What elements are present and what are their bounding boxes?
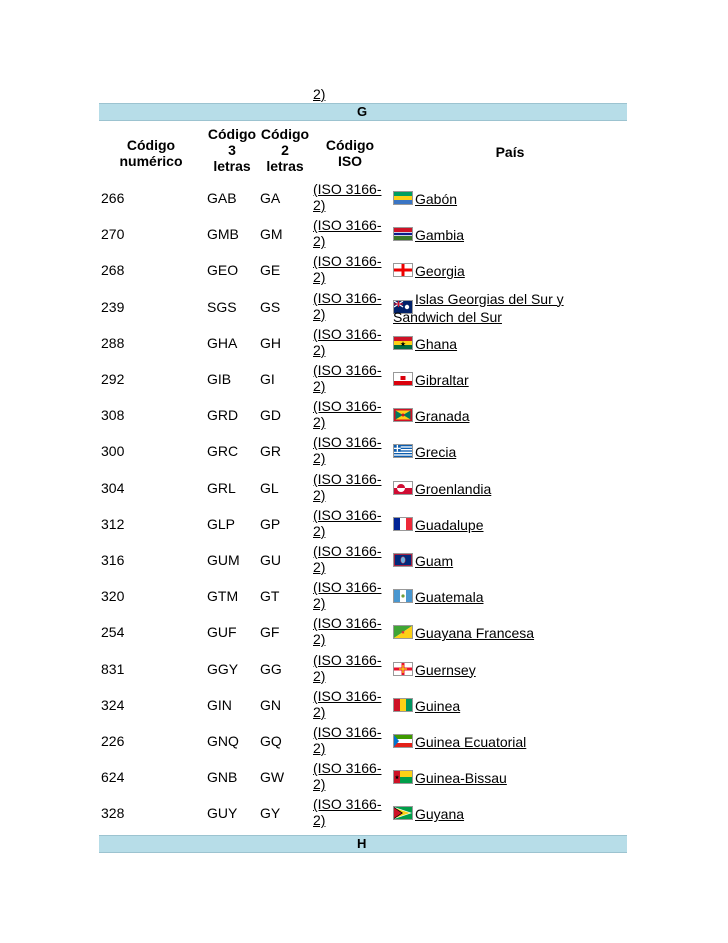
country-link[interactable]: Guatemala	[415, 589, 484, 606]
numeric-code: 624	[101, 769, 125, 786]
alpha3-code: GRC	[207, 443, 239, 460]
alpha3-code: GMB	[207, 226, 239, 243]
ghana-flag-icon	[393, 336, 413, 350]
header-numeric	[112, 137, 190, 169]
iso-code-link[interactable]	[313, 181, 393, 213]
iso-code-line2: 2)	[313, 450, 326, 467]
numeric-code: 288	[101, 334, 125, 351]
alpha2-code: GI	[260, 371, 275, 387]
guernsey-flag-icon	[393, 662, 413, 676]
iso-code-line2: 2)	[313, 414, 326, 431]
country-link[interactable]: Guinea-Bissau	[415, 770, 507, 787]
country-link[interactable]: Groenlandia	[415, 480, 492, 497]
iso-code-link[interactable]	[313, 362, 393, 394]
country-link[interactable]: Granada	[415, 408, 470, 425]
guatemala-flag-icon	[393, 589, 413, 603]
iso-code-line1: (ISO 3166-	[313, 724, 382, 740]
section-band-g	[99, 103, 627, 121]
iso-code-link[interactable]	[313, 471, 393, 503]
iso-code-line2: 2)	[313, 305, 326, 322]
alpha3-code: GRL	[207, 479, 236, 496]
alpha2-code: GE	[260, 262, 281, 279]
iso-code-line2: 2)	[313, 631, 326, 648]
iso-code-link[interactable]	[313, 724, 393, 756]
iso-code-line2: 2)	[313, 667, 326, 684]
iso-code-line2: 2)	[313, 703, 326, 720]
guam-flag-icon	[393, 553, 413, 567]
iso-code-line2: 2)	[313, 776, 326, 793]
country-link[interactable]: Guernsey	[415, 661, 476, 678]
iso-code-link[interactable]	[313, 796, 393, 828]
iso-fragment-top[interactable]: 2)	[313, 86, 326, 102]
table-row	[0, 507, 728, 543]
section-letter-g: G	[357, 104, 368, 119]
table-row	[0, 181, 728, 217]
alpha3-code: GNQ	[207, 733, 239, 749]
numeric-code: 328	[101, 805, 125, 822]
iso-code-line1: (ISO 3166-	[313, 217, 382, 234]
header-iso	[318, 137, 382, 169]
numeric-code: 292	[101, 371, 125, 387]
iso-code-line1: (ISO 3166-	[313, 579, 382, 596]
table-row	[0, 290, 728, 326]
table-row	[0, 326, 728, 362]
table-row	[0, 652, 728, 688]
table-row	[0, 796, 728, 832]
guadeloupe-flag-icon	[393, 517, 413, 531]
alpha3-code: GEO	[207, 262, 239, 279]
alpha2-code: GD	[260, 407, 281, 424]
iso-code-link[interactable]	[313, 326, 393, 358]
country-link[interactable]: Guinea Ecuatorial	[415, 734, 527, 750]
alpha3-code: GRD	[207, 407, 239, 424]
alpha3-code: GNB	[207, 769, 238, 786]
country-link[interactable]: Guayana Francesa	[415, 625, 535, 642]
table-row	[0, 579, 728, 615]
guinea-bissau-flag-icon	[393, 770, 413, 784]
numeric-code: 226	[101, 733, 125, 749]
header-alpha2-l3: letras	[266, 158, 304, 174]
country-link[interactable]: Guinea	[415, 697, 461, 714]
country-link[interactable]: Gabón	[415, 191, 458, 207]
alpha2-code: GT	[260, 588, 280, 605]
header-iso-l2: ISO	[337, 153, 363, 169]
section-letter-h: H	[357, 836, 367, 851]
alpha2-code: GU	[260, 552, 281, 568]
header-alpha2-l1: Código	[260, 126, 310, 142]
alpha2-code: GR	[260, 443, 281, 460]
header-alpha3-l2: 3	[228, 142, 236, 158]
alpha2-code: GM	[260, 226, 283, 243]
alpha2-code: GW	[260, 769, 285, 786]
iso-code-line2: 2)	[313, 378, 326, 394]
numeric-code: 304	[101, 479, 125, 496]
iso-code-link[interactable]	[313, 290, 393, 322]
country-link[interactable]: Guam	[415, 553, 454, 569]
alpha3-code: GIN	[207, 696, 232, 713]
iso-code-line1: (ISO 3166-	[313, 760, 382, 777]
country-link[interactable]: Guadalupe	[415, 516, 484, 533]
iso-code-line1: (ISO 3166-	[313, 289, 382, 306]
iso-code-line2: 2)	[313, 559, 326, 575]
numeric-code: 266	[101, 190, 125, 206]
header-alpha3	[204, 126, 260, 174]
header-numeric-l1: Código	[126, 137, 176, 153]
numeric-code: 308	[101, 407, 125, 424]
alpha2-code: GS	[260, 298, 281, 315]
header-country: País	[495, 144, 525, 160]
iso-code-line2: 2)	[313, 197, 326, 213]
table-row	[0, 471, 728, 507]
alpha3-code: GUY	[207, 805, 238, 822]
numeric-code: 270	[101, 226, 125, 243]
country-link[interactable]: Grecia	[415, 444, 457, 461]
section-band-h	[99, 835, 627, 853]
iso-code-line1: (ISO 3166-	[313, 615, 382, 632]
iso-code-link[interactable]	[313, 579, 393, 611]
alpha2-code: GQ	[260, 733, 282, 749]
iso-code-line1: (ISO 3166-	[313, 362, 382, 378]
numeric-code: 324	[101, 696, 125, 713]
iso-code-line2: 2)	[313, 522, 326, 539]
iso-code-line2: 2)	[313, 486, 326, 503]
header-alpha3-l3: letras	[213, 158, 251, 174]
numeric-code: 320	[101, 588, 125, 605]
iso-code-link[interactable]	[313, 398, 393, 430]
numeric-code: 831	[101, 660, 125, 677]
country-link[interactable]: Gibraltar	[415, 372, 469, 388]
numeric-code: 268	[101, 262, 125, 279]
georgia-flag-icon	[393, 263, 413, 277]
table-row	[0, 253, 728, 289]
iso-code-line1: (ISO 3166-	[313, 181, 382, 197]
alpha3-code: GTM	[207, 588, 239, 605]
equatorial-guinea-flag-icon	[393, 734, 413, 748]
iso-code-link[interactable]	[313, 543, 393, 575]
iso-code-link[interactable]	[313, 615, 393, 647]
table-row	[0, 760, 728, 796]
alpha3-code: GHA	[207, 334, 238, 351]
guyana-flag-icon	[393, 806, 413, 820]
table-row	[0, 615, 728, 651]
header-iso-l1: Código	[325, 137, 375, 153]
header-alpha2-l2: 2	[281, 142, 289, 158]
alpha2-code: GY	[260, 805, 281, 822]
iso-code-line1: (ISO 3166-	[313, 434, 382, 451]
table-row	[0, 688, 728, 724]
numeric-code: 316	[101, 552, 125, 568]
greenland-flag-icon	[393, 481, 413, 495]
iso-code-line1: (ISO 3166-	[313, 470, 382, 487]
iso-code-line2: 2)	[313, 233, 326, 250]
table-row	[0, 398, 728, 434]
grenada-flag-icon	[393, 408, 413, 422]
iso-code-line1: (ISO 3166-	[313, 796, 382, 813]
country-link[interactable]: Guyana	[415, 806, 465, 823]
alpha2-code: GH	[260, 334, 281, 351]
french-guiana-flag-icon	[393, 625, 413, 639]
guinea-flag-icon	[393, 698, 413, 712]
table-row	[0, 543, 728, 579]
header-numeric-l2: numérico	[119, 153, 183, 169]
alpha3-code: GAB	[207, 190, 237, 206]
iso-code-line2: 2)	[313, 595, 326, 612]
iso-code-link[interactable]	[313, 652, 393, 684]
iso-code-line1: (ISO 3166-	[313, 325, 382, 342]
greece-flag-icon	[393, 444, 413, 458]
header-alpha3-l1: Código	[207, 126, 257, 142]
country-link[interactable]: Gambia	[415, 227, 465, 244]
numeric-code: 312	[101, 515, 125, 532]
iso-code-line2: 2)	[313, 341, 326, 358]
numeric-code: 239	[101, 298, 125, 315]
iso-code-line1: (ISO 3166-	[313, 506, 382, 523]
iso-code-link[interactable]	[313, 434, 393, 466]
alpha3-code: GLP	[207, 515, 236, 532]
iso-code-link[interactable]	[313, 253, 393, 285]
alpha2-code: GF	[260, 624, 280, 641]
alpha3-code: GGY	[207, 660, 239, 677]
table-row	[0, 362, 728, 398]
alpha2-code: GG	[260, 660, 282, 677]
country-link[interactable]: Ghana	[415, 335, 458, 352]
iso-code-link[interactable]	[313, 688, 393, 720]
iso-code-link[interactable]	[313, 217, 393, 249]
iso-code-link[interactable]	[313, 507, 393, 539]
iso-code-line1: (ISO 3166-	[313, 253, 382, 270]
table-row	[0, 724, 728, 760]
header-alpha2	[257, 126, 313, 174]
iso-code-line1: (ISO 3166-	[313, 687, 382, 704]
iso-code-line2: 2)	[313, 269, 326, 286]
iso-code-line1: (ISO 3166-	[313, 543, 382, 559]
alpha2-code: GL	[260, 479, 279, 496]
gabon-flag-icon	[393, 191, 413, 205]
gambia-flag-icon	[393, 227, 413, 241]
alpha3-code: SGS	[207, 298, 237, 315]
numeric-code: 300	[101, 443, 125, 460]
alpha2-code: GA	[260, 190, 281, 206]
alpha2-code: GP	[260, 515, 281, 532]
iso-code-line1: (ISO 3166-	[313, 651, 382, 668]
country-link[interactable]: Islas Georgias del Sur y	[415, 290, 564, 307]
alpha2-code: GN	[260, 696, 281, 713]
iso-code-link[interactable]	[313, 760, 393, 792]
country-link[interactable]: Georgia	[415, 263, 465, 280]
iso-code-line1: (ISO 3166-	[313, 398, 382, 415]
alpha3-code: GUM	[207, 552, 240, 568]
table-row	[0, 217, 728, 253]
table-row	[0, 434, 728, 470]
country-link-cont[interactable]: Sandwich del Sur	[393, 308, 502, 325]
iso-code-line2: 2)	[313, 740, 326, 756]
numeric-code: 254	[101, 624, 125, 641]
alpha3-code: GIB	[207, 371, 232, 387]
alpha3-code: GUF	[207, 624, 237, 641]
gibraltar-flag-icon	[393, 372, 413, 386]
iso-code-line2: 2)	[313, 812, 326, 829]
